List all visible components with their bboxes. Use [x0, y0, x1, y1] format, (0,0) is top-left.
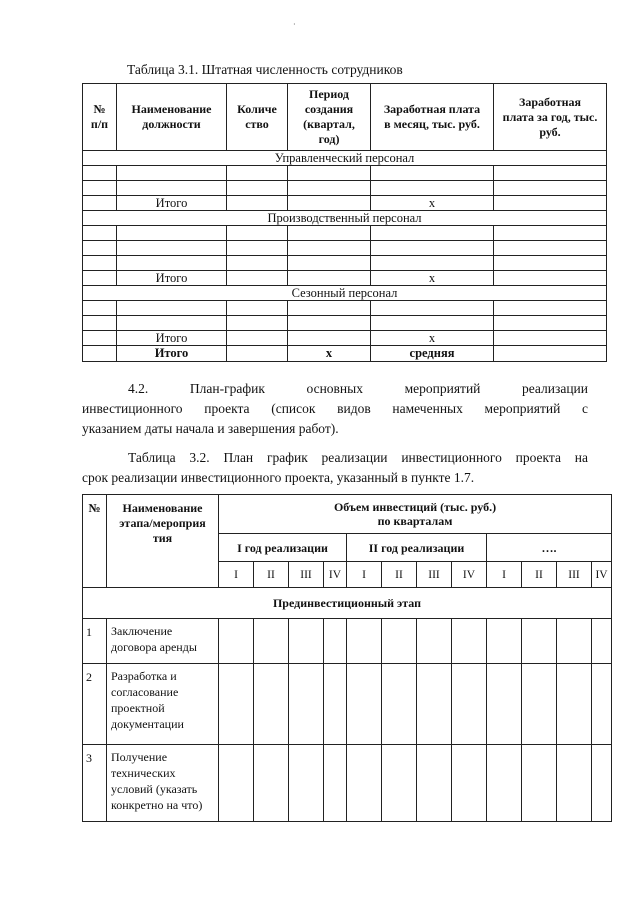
grand-total-cell: [494, 346, 607, 362]
section-4-2-line-2: инвестиционного проекта (список видов намеченных мероприятий с: [82, 401, 588, 416]
staff-cell: [494, 301, 607, 316]
page-mark: ·: [293, 20, 296, 29]
investment-cell: [219, 619, 254, 664]
staff-cell: [83, 166, 117, 181]
investment-cell: [487, 664, 522, 745]
investment-cell: [289, 664, 324, 745]
staff-cell: [83, 181, 117, 196]
staff-cell: [227, 166, 288, 181]
section-title: Сезонный персонал: [83, 286, 607, 301]
investment-cell: [592, 619, 612, 664]
subtotal-cell: [494, 271, 607, 286]
staff-cell: [494, 241, 607, 256]
grand-total-label: Итого: [117, 346, 227, 362]
staff-row: [83, 181, 607, 196]
staff-row: [83, 301, 607, 316]
subtotal-mark: х: [371, 196, 494, 211]
staff-cell: [83, 241, 117, 256]
investment-cell: [487, 745, 522, 822]
grand-total-cell: [83, 346, 117, 362]
staff-row: [83, 241, 607, 256]
investment-cell: [347, 745, 382, 822]
investment-cell: [557, 745, 592, 822]
subtotal-cell: [288, 196, 371, 211]
staff-header-cell: [83, 84, 117, 151]
subtotal-cell: [227, 196, 288, 211]
section-4-2-line-3: указанием даты начала и завершения работ).: [82, 421, 339, 436]
staff-cell: [227, 226, 288, 241]
investment-cell: [219, 745, 254, 822]
header-line: Наименование: [122, 501, 203, 515]
staff-cell: [494, 226, 607, 241]
schedule-header-row: [83, 495, 612, 534]
grand-total-cell: [227, 346, 288, 362]
activity-name-line: Разработка и: [111, 669, 177, 683]
subtotal-cell: [288, 331, 371, 346]
subtotal-cell: [494, 196, 607, 211]
header-line: Заработная плата: [383, 102, 481, 116]
activity-number: 1: [83, 619, 107, 664]
staff-cell: [227, 301, 288, 316]
activity-name: [107, 664, 219, 745]
staff-cell: [117, 166, 227, 181]
staff-cell: [494, 166, 607, 181]
staff-cell: [117, 316, 227, 331]
staff-table-header: [83, 84, 607, 151]
activity-name-line: договора аренды: [111, 640, 197, 654]
investment-cell: [347, 619, 382, 664]
subtotal-label: Итого: [117, 196, 227, 211]
staff-row: [83, 256, 607, 271]
staff-header-cell: [117, 84, 227, 151]
staff-cell: [494, 181, 607, 196]
staff-header-cell: [227, 84, 288, 151]
staff-cell: [371, 301, 494, 316]
investment-cell: [347, 664, 382, 745]
staff-header-cell: [494, 84, 607, 151]
staff-cell: [117, 256, 227, 271]
header-line: руб.: [539, 124, 561, 139]
staff-cell: [83, 301, 117, 316]
subtotal-cell: [288, 271, 371, 286]
investment-cell: [557, 619, 592, 664]
staff-cell: [288, 181, 371, 196]
investment-cell: [254, 745, 289, 822]
activity-name: [107, 745, 219, 822]
subtotal-cell: [227, 331, 288, 346]
staff-cell: [288, 316, 371, 331]
staff-cell: [288, 241, 371, 256]
activity-name-line: технических: [111, 766, 176, 780]
subtotal-label: Итого: [117, 271, 227, 286]
stage-title: Прединвестиционный этап: [83, 588, 612, 619]
staff-table: [82, 83, 607, 362]
quarter-header: I: [347, 562, 382, 588]
staff-cell: [117, 241, 227, 256]
staff-row: [83, 316, 607, 331]
investment-cell: [452, 664, 487, 745]
activity-name-line: конкретно на что): [111, 798, 203, 812]
table-3-2-caption: [82, 448, 588, 488]
section-row: [83, 211, 607, 226]
staff-cell: [83, 316, 117, 331]
quarter-header: I: [219, 562, 254, 588]
staff-cell: [288, 301, 371, 316]
investment-schedule-table: [82, 494, 612, 822]
header-line: этапа/мероприя: [119, 516, 206, 530]
quarter-header: II: [522, 562, 557, 588]
quarter-header: I: [487, 562, 522, 588]
table-3-2-caption-line-2: срок реализации инвестиционного проекта, указанный в пункте 1.7.: [82, 470, 475, 485]
investment-cell: [557, 664, 592, 745]
quarter-header: III: [417, 562, 452, 588]
header-line: Объем инвестиций (тыс. руб.): [333, 500, 497, 514]
subtotal-label: Итого: [117, 331, 227, 346]
staff-cell: [227, 181, 288, 196]
subtotal-mark: х: [371, 331, 494, 346]
subtotal-cell: [494, 331, 607, 346]
header-line: тия: [152, 531, 173, 545]
header-investment: [219, 495, 612, 534]
staff-cell: [117, 226, 227, 241]
table-3-2-caption-line-1: Таблица 3.2. План график реализации инвестиционного проекта на: [128, 450, 588, 465]
activity-name-line: Получение: [111, 750, 168, 764]
section-title: Производственный персонал: [83, 211, 607, 226]
subtotal-row: [83, 331, 607, 346]
investment-cell: [522, 619, 557, 664]
section-title: Управленческий персонал: [83, 151, 607, 166]
subtotal-cell: [83, 271, 117, 286]
staff-cell: [227, 256, 288, 271]
section-row: [83, 151, 607, 166]
subtotal-cell: [83, 196, 117, 211]
header-line: п/п: [90, 117, 109, 131]
section-4-2-line-1: 4.2. План-график основных мероприятий реализации: [128, 381, 588, 396]
investment-cell: [417, 745, 452, 822]
subtotal-cell: [83, 331, 117, 346]
header-line: Заработная: [519, 94, 581, 109]
staff-cell: [371, 316, 494, 331]
investment-cell: [254, 619, 289, 664]
investment-cell: [324, 664, 347, 745]
activity-row: [83, 619, 612, 664]
activity-row: [83, 664, 612, 745]
quarter-header: III: [557, 562, 592, 588]
header-stage-name: [107, 495, 219, 588]
staff-cell: [371, 166, 494, 181]
quarter-header: II: [382, 562, 417, 588]
grand-total-mark: х: [288, 346, 371, 362]
activity-row: [83, 745, 612, 822]
section-row: [83, 286, 607, 301]
investment-cell: [382, 619, 417, 664]
investment-cell: [417, 664, 452, 745]
subtotal-cell: [227, 271, 288, 286]
grand-total-row: [83, 346, 607, 362]
header-line: Наименование: [131, 102, 212, 116]
header-line: создания: [304, 102, 354, 116]
investment-cell: [254, 664, 289, 745]
activity-number: 3: [83, 745, 107, 822]
investment-cell: [487, 619, 522, 664]
year-header: I год реализации: [219, 534, 347, 562]
staff-row: [83, 226, 607, 241]
header-line: (квартал,: [303, 117, 355, 131]
staff-cell: [83, 256, 117, 271]
activity-name-line: согласование: [111, 685, 179, 699]
staff-header-cell: [288, 84, 371, 151]
header-number: №: [83, 495, 107, 588]
staff-cell: [494, 316, 607, 331]
header-line: год): [318, 132, 340, 146]
subtotal-mark: х: [371, 271, 494, 286]
section-4-2-paragraph: [82, 379, 588, 439]
staff-cell: [288, 256, 371, 271]
staff-cell: [371, 241, 494, 256]
investment-cell: [289, 745, 324, 822]
header-line: должности: [142, 117, 201, 131]
activity-name-line: документации: [111, 717, 184, 731]
quarter-header: IV: [452, 562, 487, 588]
header-line: по кварталам: [377, 514, 453, 528]
investment-cell: [417, 619, 452, 664]
header-line: №: [93, 102, 106, 116]
header-line: ство: [245, 117, 269, 131]
year-header: II год реализации: [347, 534, 487, 562]
staff-cell: [288, 166, 371, 181]
quarter-header: III: [289, 562, 324, 588]
quarter-header: IV: [592, 562, 612, 588]
activity-name-line: условий (указать: [111, 782, 198, 796]
staff-cell: [117, 301, 227, 316]
staff-cell: [83, 226, 117, 241]
staff-cell: [117, 181, 227, 196]
investment-cell: [522, 664, 557, 745]
year-header: ….: [487, 534, 612, 562]
staff-cell: [371, 256, 494, 271]
investment-cell: [382, 664, 417, 745]
staff-row: [83, 166, 607, 181]
staff-header-cell: [371, 84, 494, 151]
investment-cell: [452, 619, 487, 664]
investment-cell: [592, 745, 612, 822]
subtotal-row: [83, 271, 607, 286]
activity-name-line: проектной: [111, 701, 165, 715]
table-3-1-caption: Таблица 3.1. Штатная численность сотрудников: [127, 62, 403, 77]
staff-cell: [371, 226, 494, 241]
activity-name: [107, 619, 219, 664]
subtotal-row: [83, 196, 607, 211]
staff-cell: [371, 181, 494, 196]
grand-total-average: средняя: [371, 346, 494, 362]
header-line: Период: [309, 87, 349, 101]
investment-cell: [324, 619, 347, 664]
investment-cell: [592, 664, 612, 745]
staff-cell: [227, 241, 288, 256]
staff-cell: [288, 226, 371, 241]
header-line: в месяц, тыс. руб.: [384, 117, 480, 131]
header-line: плата за год, тыс.: [502, 109, 598, 124]
staff-cell: [494, 256, 607, 271]
investment-cell: [522, 745, 557, 822]
investment-cell: [289, 619, 324, 664]
investment-cell: [219, 664, 254, 745]
quarter-header: II: [254, 562, 289, 588]
activity-name-line: Заключение: [111, 624, 173, 638]
investment-cell: [324, 745, 347, 822]
activity-number: 2: [83, 664, 107, 745]
quarter-header: IV: [324, 562, 347, 588]
stage-row: [83, 588, 612, 619]
staff-cell: [227, 316, 288, 331]
investment-cell: [382, 745, 417, 822]
header-line: Количе: [237, 102, 277, 116]
investment-cell: [452, 745, 487, 822]
